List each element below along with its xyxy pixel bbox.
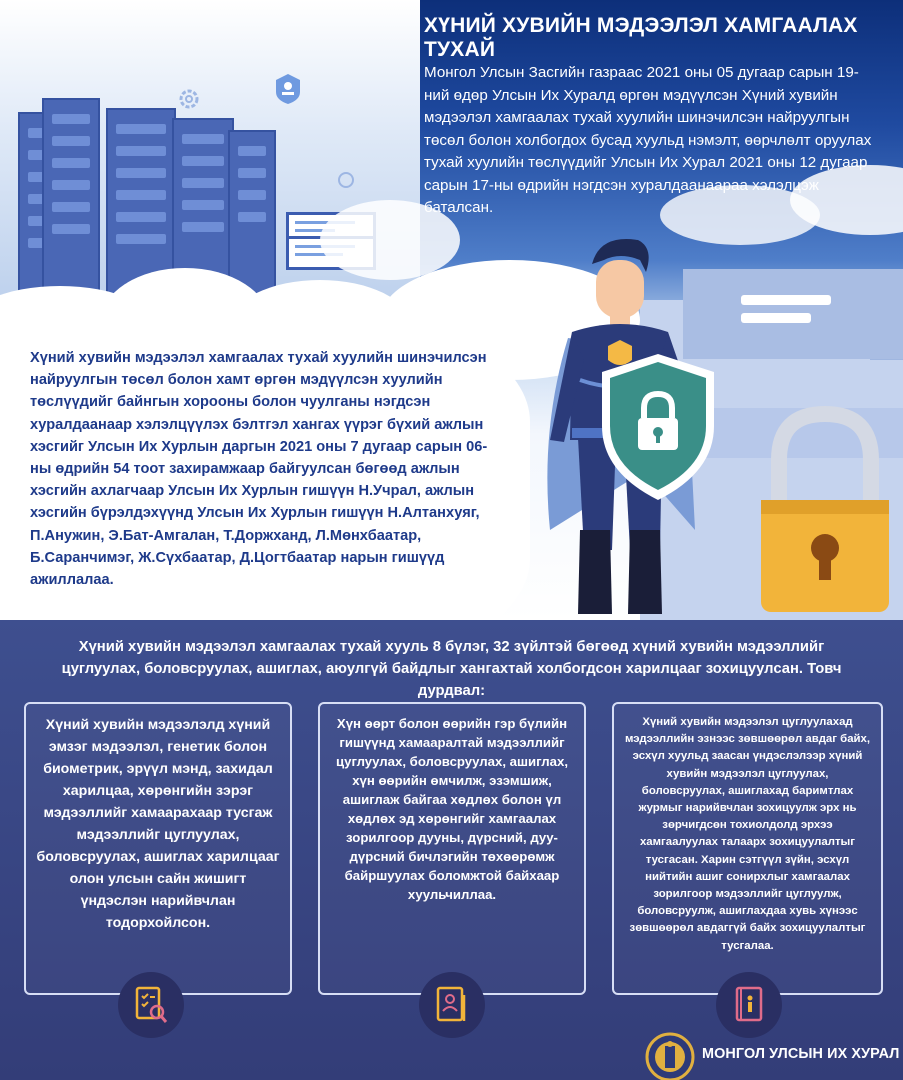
organization-name: МОНГОЛ УЛСЫН ИХ ХУРАЛ [702, 1046, 900, 1062]
info-card-text: Хүн өөрт болон өөрийн гэр бүлийн гишүүнд хамааралтай мэдээллийг цуглуулах, боловсруулах, ашиглах, хүн өөрийн өмчилж, эзэмшиж, ашиглаж байгаа хөдлөх болон үл хөдлөх эд хөрөнгийг хамгаалах зорилгоор дууны, дүрсний, дуу-дүрсний бичлэгийн төхөөрөмж байршуулах боломжтой байхаар хуульчиллаа. [336, 716, 568, 902]
intro-paragraph: Монгол Улсын Засгийн газраас 2021 оны 05 дугаар сарын 19-ний өдөр Улсын Их Хуралд өргөн мэдүүлсэн Хүний хувийн мэдээлэл хамгаалах тухай хуулийн шинэчилсэн найруулгын төсөл болон холбогдох бусад хуульд нэмэлт, өөрчлөлт оруулах тухай хуулийн төслүүдийг Улсын Их Хурал 2021 оны 12 дугаар сарын 17-ны өдрийн нэгдсэн хуралдаанаараа хэлэлцэж баталсан. [424, 64, 872, 216]
law-book-icon [716, 972, 782, 1038]
info-card [612, 702, 883, 995]
info-card [24, 702, 292, 995]
summary-section [0, 620, 903, 1080]
summary-text: Хүний хувийн мэдээлэл хамгаалах тухай хууль 8 бүлэг, 32 зүйлтэй бөгөөд хүний хувийн мэдээллийг цуглуулах, боловсруулах, ашиглах, аюулгүй байдлыг хангахтай холбогдсон харилцааг зохицуулсан. Товч дурдвал: [61, 639, 842, 699]
page-title: ХҮНИЙ ХУВИЙН МЭДЭЭЛЭЛ ХАМГААЛАХ ТУХАЙ [424, 14, 858, 61]
shield-lock-icon [598, 352, 718, 502]
checklist-search-icon [118, 972, 184, 1038]
gear-icon [176, 86, 202, 112]
working-group-paragraph: Хүний хувийн мэдээлэл хамгаалах тухай хуулийн шинэчилсэн найруулгын төсөл болон хамт өргөн мэдүүлсэн хуулийн төслүүдийг байнгын хорооны болон чуулганы нэгдсэн хуралдаанаар хэлэлцүүлэх бэлтгэл хангах үүрэг бүхий ажлын хэсгийг Улсын Их Хурлын даргын 2021 оны 7 дугаар сарын 06-ны өдрийн 54 тоот захирамжаар байгуулсан бөгөөд ажлын хэсгийн ахлагчаар Улсын Их Хурлын гишүүн Н.Учрал, ажлын хэсгийн бүрэлдэхүүнд Улсын Их Хурлын гишүүн Н.Алтанхуяг, П.Анужин, Э.Бат-Амгалан, Т.Доржханд, Л.Мөнхбаатар, Б.Саранчимэг, Ж.Сүхбаатар, Д.Цогтбаатар нарын гишүүд ажиллалаа. [30, 350, 488, 589]
user-badge-icon [274, 72, 302, 106]
profile-document-icon [419, 972, 485, 1038]
info-card-text: Хүний хувийн мэдээлэл цуглуулахад мэдээллийн эзнээс зөвшөөрөл авдаг байх, эсхүл хуульд заасан үндэслэлээр хүний хувийн мэдээлэл цуглуулах, боловсруулах, ашиглахад баримтлах журмыг нарийвчлан зохицуулж эрх нь зөрчигдсөн тохиолдолд эрхээ хамгаалуулах талаарх зохицуулалтыг тусгасан. Харин сэтгүүл зүйн, эсхүл нийтийн ашиг сонирхлыг хамгаалах зорилгоор мэдээллийг цуглуулж, боловсруулж, ашиглахдаа хувь хүнээс зөвшөөрөл авдаггүй байх зохицуулалтыг тусгалаа. [624, 716, 871, 952]
gear-icon [336, 170, 356, 190]
info-card-text: Хүний хувийн мэдээлэлд хүний эмзэг мэдээлэл, генетик болон биометрик, эрүүл мэнд, захидал харилцаа, хөрөнгийн зэрэг мэдээллийг хамаарахаар тусгаж мэдээллийг цуглуулах, боловсруулах, ашиглах харилцааг олон улсын сайн жишигт үндэслэн нарийвчлан тодорхойлсон. [36, 717, 280, 931]
parliament-emblem-logo [645, 1032, 695, 1080]
padlock-icon [755, 400, 895, 615]
info-card [318, 702, 586, 995]
